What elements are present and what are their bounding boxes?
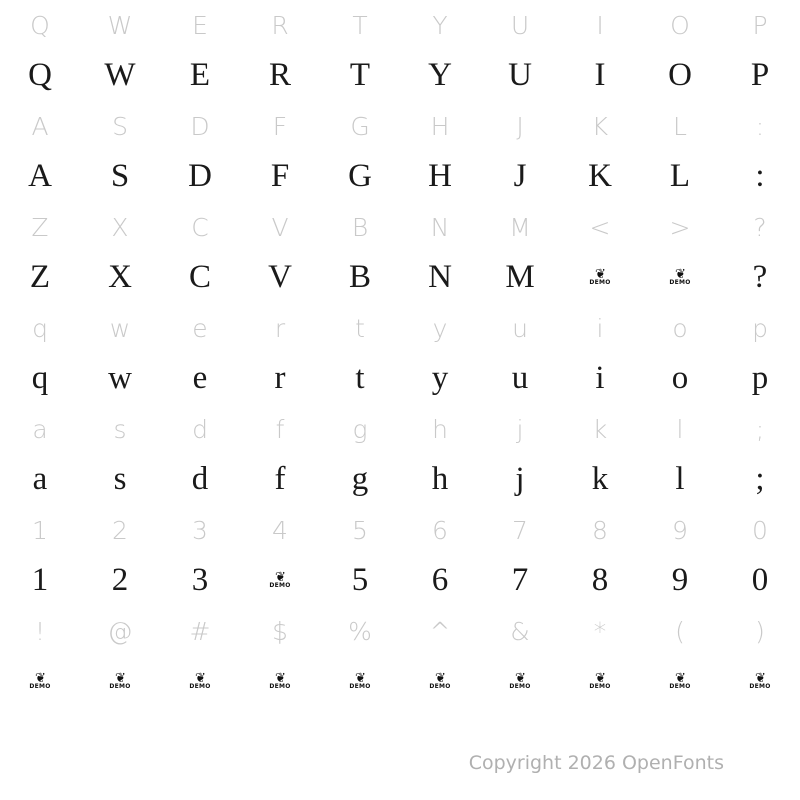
- glyph-sample: y: [431, 360, 449, 396]
- demo-label: DEMO: [509, 682, 531, 690]
- glyph-sample: q: [31, 360, 49, 396]
- key-label: H: [430, 111, 450, 141]
- demo-watermark-icon: [560, 656, 640, 707]
- key-label: W: [107, 10, 133, 40]
- glyph-sample: J: [513, 158, 527, 194]
- key-label: A: [31, 111, 49, 141]
- key-label: u: [512, 313, 528, 343]
- key-label: N: [430, 212, 450, 242]
- key-label: ): [755, 616, 765, 646]
- key-label: ?: [753, 212, 767, 242]
- key-label: y: [432, 313, 448, 343]
- glyph-sample: g: [351, 461, 369, 497]
- glyph-sample: h: [431, 461, 449, 497]
- demo-mark: [669, 266, 691, 286]
- key-label: Y: [432, 10, 448, 40]
- key-label: i: [596, 313, 604, 343]
- glyph-sample: o: [671, 360, 689, 396]
- demo-watermark-icon: [240, 656, 320, 707]
- demo-mark: [269, 670, 291, 690]
- key-label: f: [275, 414, 285, 444]
- glyph-sample: u: [511, 360, 529, 396]
- glyph-sample: r: [274, 360, 286, 396]
- glyph-sample: Y: [428, 57, 452, 93]
- key-label: 9: [672, 515, 688, 545]
- demo-mark: [589, 266, 611, 286]
- demo-label: DEMO: [269, 682, 291, 690]
- demo-watermark-icon: [640, 656, 720, 707]
- demo-mark: [29, 670, 51, 690]
- key-label: &: [510, 616, 530, 646]
- glyph-sample: 0: [751, 562, 769, 598]
- key-label: #: [189, 616, 211, 646]
- leaf-icon: ❦: [755, 670, 765, 686]
- glyph-sample: N: [428, 259, 452, 295]
- glyph-sample: e: [192, 360, 208, 396]
- demo-mark: [669, 670, 691, 690]
- key-label: <: [589, 212, 611, 242]
- demo-label: DEMO: [269, 581, 291, 589]
- demo-label: DEMO: [749, 682, 771, 690]
- glyph-sample: 8: [591, 562, 609, 598]
- glyph-sample: Z: [29, 259, 51, 295]
- glyph-sample: W: [104, 57, 136, 93]
- glyph-sample: H: [428, 158, 452, 194]
- glyph-sample: O: [668, 57, 692, 93]
- key-label: S: [112, 111, 128, 141]
- key-label: O: [670, 10, 690, 40]
- key-label: 6: [432, 515, 448, 545]
- key-label: o: [672, 313, 688, 343]
- key-label: G: [350, 111, 370, 141]
- demo-label: DEMO: [109, 682, 131, 690]
- key-label: q: [32, 313, 48, 343]
- leaf-icon: ❦: [595, 266, 605, 282]
- demo-watermark-icon: [640, 252, 720, 303]
- leaf-icon: ❦: [195, 670, 205, 686]
- demo-mark: [749, 670, 771, 690]
- copyright-notice: Copyright 2026 OpenFonts: [468, 752, 724, 774]
- glyph-sample: ?: [752, 259, 768, 295]
- key-label: d: [192, 414, 208, 444]
- glyph-sample: ;: [755, 461, 765, 497]
- glyph-sample: 6: [431, 562, 449, 598]
- key-label: ;: [755, 414, 765, 444]
- leaf-icon: ❦: [115, 670, 125, 686]
- demo-mark: [429, 670, 451, 690]
- key-label: a: [32, 414, 48, 444]
- glyph-sample: l: [675, 461, 685, 497]
- glyph-sample: V: [268, 259, 292, 295]
- glyph-sample: E: [189, 57, 211, 93]
- glyph-sample: t: [355, 360, 365, 396]
- key-label: h: [432, 414, 448, 444]
- glyph-sample: i: [595, 360, 605, 396]
- glyph-sample: 9: [671, 562, 689, 598]
- glyph-sample: f: [274, 461, 286, 497]
- key-label: Z: [31, 212, 49, 242]
- demo-label: DEMO: [189, 682, 211, 690]
- demo-label: DEMO: [669, 682, 691, 690]
- key-label: $: [272, 616, 288, 646]
- glyph-sample: j: [515, 461, 525, 497]
- key-label: 2: [112, 515, 128, 545]
- glyph-sample: 3: [191, 562, 209, 598]
- demo-watermark-icon: [720, 656, 800, 707]
- glyph-sample: w: [108, 360, 132, 396]
- demo-watermark-icon: [0, 656, 80, 707]
- glyph-sample: T: [349, 57, 371, 93]
- demo-label: DEMO: [429, 682, 451, 690]
- demo-label: DEMO: [589, 682, 611, 690]
- glyph-sample: 1: [31, 562, 49, 598]
- key-label: D: [190, 111, 210, 141]
- key-label: E: [192, 10, 208, 40]
- glyph-sample: C: [188, 259, 211, 295]
- leaf-icon: ❦: [355, 670, 365, 686]
- key-label: 5: [352, 515, 368, 545]
- key-label: K: [591, 111, 609, 141]
- key-label: U: [510, 10, 530, 40]
- demo-watermark-icon: [160, 656, 240, 707]
- glyph-sample: S: [110, 158, 130, 194]
- key-label: P: [752, 10, 768, 40]
- demo-watermark-icon: [400, 656, 480, 707]
- glyph-sample: d: [191, 461, 209, 497]
- leaf-icon: ❦: [435, 670, 445, 686]
- glyph-sample: A: [28, 158, 52, 194]
- glyph-sample: :: [755, 158, 765, 194]
- glyph-sample: G: [348, 158, 372, 194]
- key-label: 0: [752, 515, 768, 545]
- leaf-icon: ❦: [675, 670, 685, 686]
- demo-mark: [189, 670, 211, 690]
- key-label: J: [516, 111, 524, 141]
- key-label: %: [348, 616, 372, 646]
- glyph-sample: R: [268, 57, 291, 93]
- key-label: @: [107, 616, 133, 646]
- leaf-icon: ❦: [275, 670, 285, 686]
- leaf-icon: ❦: [35, 670, 45, 686]
- key-label: 3: [192, 515, 208, 545]
- demo-watermark-icon: [240, 555, 320, 606]
- key-label: X: [111, 212, 129, 242]
- glyph-sample: a: [32, 461, 48, 497]
- key-label: e: [192, 313, 208, 343]
- glyph-sample: U: [508, 57, 532, 93]
- key-label: V: [271, 212, 289, 242]
- key-label: Q: [30, 10, 50, 40]
- key-label: M: [509, 212, 531, 242]
- key-label: *: [593, 616, 607, 646]
- glyph-sample: L: [669, 158, 691, 194]
- demo-label: DEMO: [589, 278, 611, 286]
- key-label: t: [355, 313, 365, 343]
- key-label: j: [516, 414, 524, 444]
- glyph-sample: s: [113, 461, 127, 497]
- key-label: r: [274, 313, 286, 343]
- leaf-icon: ❦: [675, 266, 685, 282]
- leaf-icon: ❦: [515, 670, 525, 686]
- key-label: k: [592, 414, 608, 444]
- glyph-sample: X: [108, 259, 132, 295]
- demo-watermark-icon: [480, 656, 560, 707]
- glyph-sample: K: [588, 158, 612, 194]
- glyph-sample: M: [505, 259, 535, 295]
- demo-watermark-icon: [560, 252, 640, 303]
- key-label: 4: [272, 515, 288, 545]
- key-label: 1: [32, 515, 48, 545]
- demo-label: DEMO: [669, 278, 691, 286]
- demo-mark: [509, 670, 531, 690]
- demo-watermark-icon: [80, 656, 160, 707]
- demo-mark: [589, 670, 611, 690]
- glyph-sample: I: [594, 57, 606, 93]
- key-label: (: [675, 616, 685, 646]
- glyph-sample: F: [270, 158, 290, 194]
- key-label: 7: [512, 515, 528, 545]
- glyph-sample: 5: [351, 562, 369, 598]
- glyph-sample: k: [591, 461, 609, 497]
- key-label: l: [676, 414, 684, 444]
- key-label: I: [596, 10, 604, 40]
- key-label: !: [34, 616, 46, 646]
- demo-mark: [349, 670, 371, 690]
- key-label: C: [191, 212, 209, 242]
- glyph-sample: B: [348, 259, 371, 295]
- key-label: F: [272, 111, 288, 141]
- key-label: >: [669, 212, 691, 242]
- key-label: p: [752, 313, 768, 343]
- key-label: L: [673, 111, 687, 141]
- key-label: B: [351, 212, 369, 242]
- key-label: w: [109, 313, 131, 343]
- key-label: s: [113, 414, 127, 444]
- demo-mark: [269, 569, 291, 589]
- leaf-icon: ❦: [595, 670, 605, 686]
- leaf-icon: ❦: [275, 569, 285, 585]
- glyph-sample: p: [751, 360, 769, 396]
- key-label: T: [352, 10, 368, 40]
- glyph-sample: 2: [111, 562, 129, 598]
- glyph-sample: 7: [511, 562, 529, 598]
- demo-label: DEMO: [29, 682, 51, 690]
- key-label: :: [755, 111, 765, 141]
- demo-label: DEMO: [349, 682, 371, 690]
- key-label: 8: [592, 515, 608, 545]
- demo-watermark-icon: [320, 656, 400, 707]
- glyph-sample: P: [750, 57, 770, 93]
- key-label: R: [271, 10, 289, 40]
- glyph-sample: D: [188, 158, 212, 194]
- demo-mark: [109, 670, 131, 690]
- key-label: ^: [429, 616, 451, 646]
- glyph-sample: Q: [28, 57, 52, 93]
- key-label: g: [352, 414, 368, 444]
